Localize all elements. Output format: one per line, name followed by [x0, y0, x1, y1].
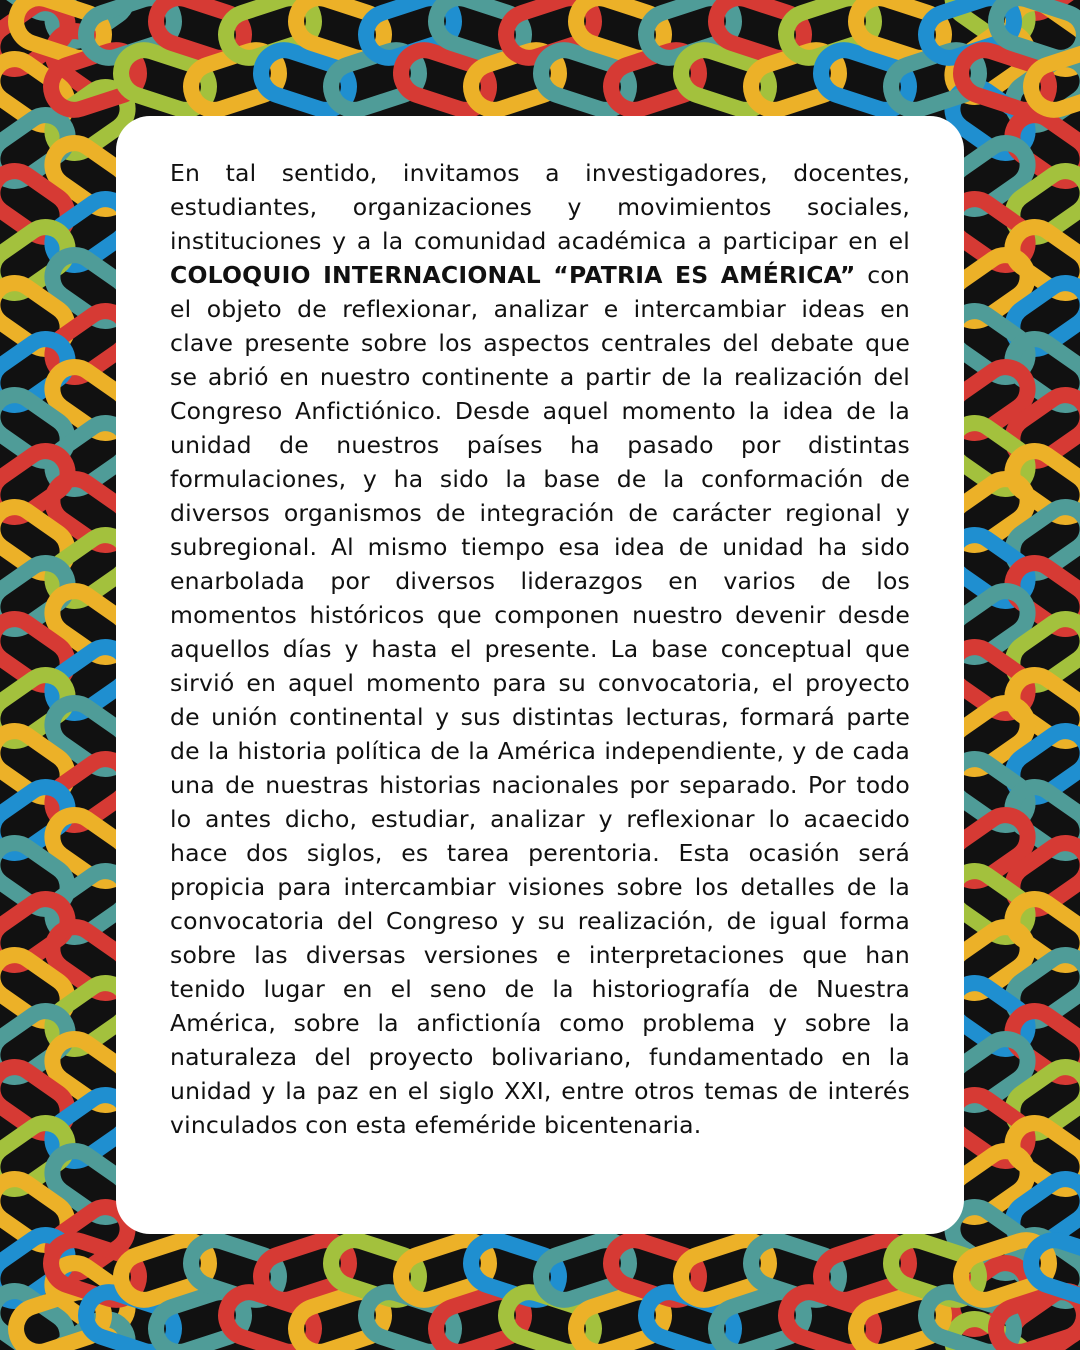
- invitation-paragraph: [170, 156, 910, 1142]
- paragraph-body: con el objeto de reflexionar, analizar e intercambiar ideas en clave presente sobre los aspectos centrales del debate que se abrió en nuestro continente a partir de la realización del Congreso Anfictiónico. Desde aquel momento la idea de la unidad de nuestros países ha pasado por distintas formulaciones, y ha sido la base de la conformación de diversos organismos de integración de carácter regional y subregional. Al mismo tiempo esa idea de unidad ha sido enarbolada por diversos liderazgos en varios de los momentos históricos que componen nuestro devenir desde aquellos días y hasta el presente. La base conceptual que sirvió en aquel momento para su convocatoria, el proyecto de unión continental y sus distintas lecturas, formará parte de la historia política de la América independiente, y de cada una de nuestras historias nacionales por separado. Por todo lo antes dicho, estudiar, analizar y reflexionar lo acaecido hace dos siglos, es tarea perentoria. Esta ocasión será propicia para intercambiar visiones sobre los detalles de la convocatoria del Congreso y su realización, de igual forma sobre las diversas versiones e interpretaciones que han tenido lugar en el seno de la historiografía de Nuestra América, sobre la anfictionía como problema y sobre la naturaleza del proyecto bolivariano, fundamentado en la unidad y la paz en el siglo XXI, entre otros temas de interés vinculados con esta efeméride bicentenaria.: [170, 261, 910, 1139]
- text-card: [116, 116, 964, 1234]
- colloquium-title: COLOQUIO INTERNACIONAL “PATRIA ES AMÉRICA”: [170, 261, 856, 289]
- paragraph-intro: En tal sentido, invitamos a investigadores, docentes, estudiantes, organizaciones y movimientos sociales, instituciones y a la comunidad académica a participar en el: [170, 159, 910, 255]
